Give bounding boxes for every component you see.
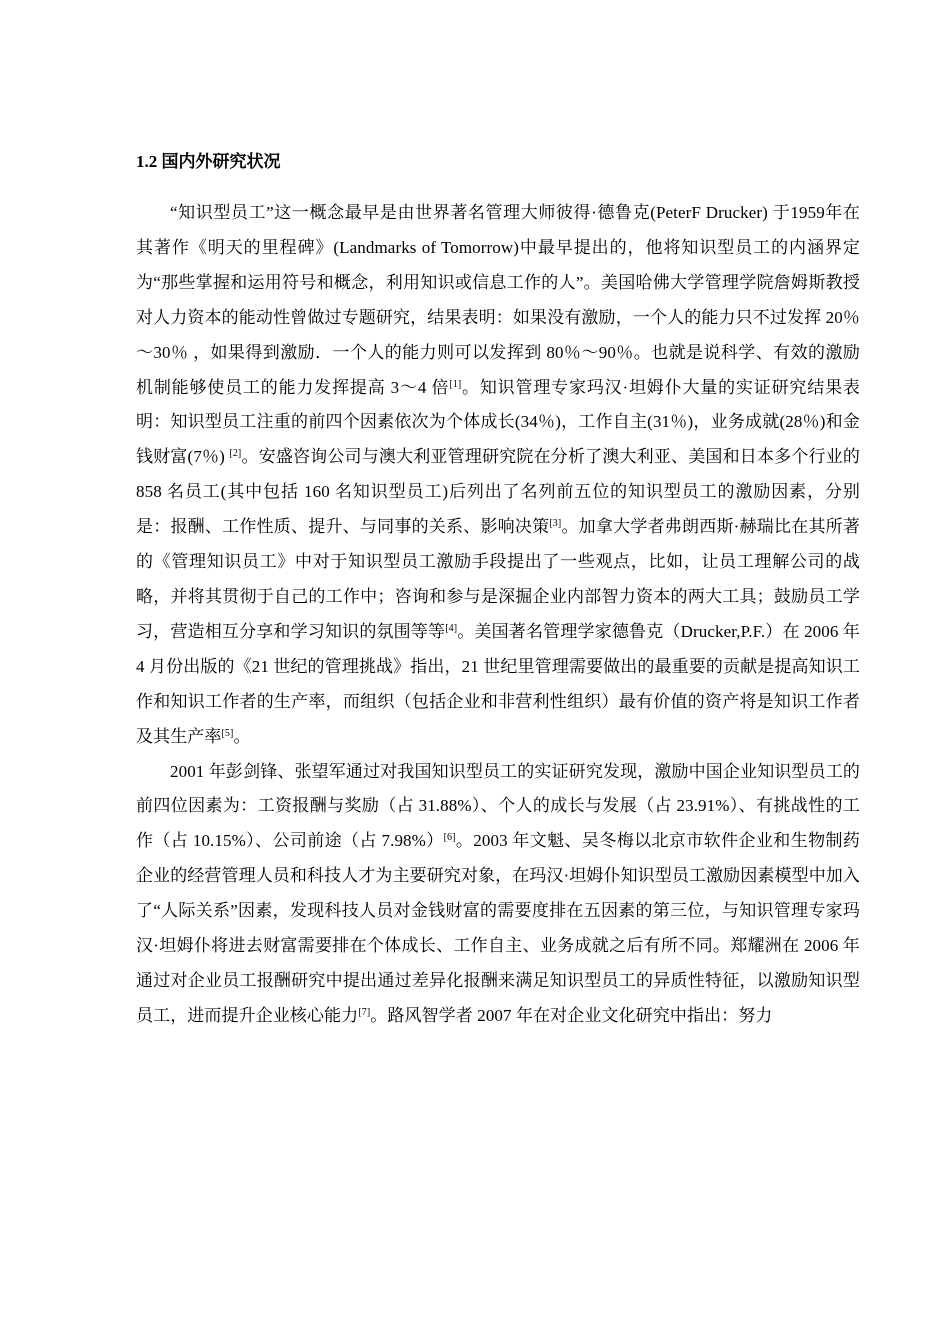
paragraph-text: 。 bbox=[233, 726, 251, 746]
citation-ref: [1] bbox=[449, 378, 462, 390]
citation-ref: [5] bbox=[221, 727, 234, 739]
paragraph-text: 。路风智学者 2007 年在对企业文化研究中指出：努力 bbox=[370, 1005, 773, 1025]
citation-ref: [2] bbox=[229, 448, 242, 460]
citation-ref: [4] bbox=[445, 622, 458, 634]
paragraph-text: 。安盛咨询公司与澳大利亚管理研究院在分析了澳大利亚、美国和日本多个行业的 858 名员工(其中包括 160 名知识型员工)后列出了名列前五位的知识型员工的激励因素，分别是：报酬、工作性质、提升、与同事的关系、影响决策 bbox=[136, 447, 860, 537]
paragraph-text: “知识型员工”这一概念最早是由世界著名管理大师彼得·德鲁克(PeterF Drucker) 于1959年在其著作《明天的里程碑》(Landmarks of Tomorrow)中最早提出的，他将知识型员工的内涵界定为“那些掌握和运用符号和概念，利用知识或信息工作的人”。美国哈佛大学管理学院詹姆斯教授对人力资本的能动性曾做过专题研究，结果表明：如果没有激励，一个人的能力只不过发挥 20％～30％ ，如果得到激励．一个人的能力则可以发挥到 80％～90％。也就是说科学、有效的激励机制能够使员工的能力发挥提高 3～4 倍 bbox=[136, 203, 860, 397]
citation-ref: [7] bbox=[358, 1006, 371, 1018]
citation-ref: [6] bbox=[443, 832, 456, 844]
paragraph-text: 。知识管理专家玛汉·坦姆仆大量的实证研究结果表明：知识型员工注重的前四个因素依次为个体成长(34％)，工作自主(31％)，业务成就(28％)和金钱财富(7％) bbox=[136, 377, 860, 467]
paragraph-text: 。美国著名管理学家德鲁克（Drucker,P.F.）在 2006 年 4 月份出版的《21 世纪的管理挑战》指出，21 世纪里管理需要做出的最重要的贡献是提高知识工作和知识工作者的生产率，而组织（包括企业和非营利性组织）最有价值的资产将是知识工作者及其生产率 bbox=[136, 621, 860, 746]
section-heading: 1.2 国内外研究状况 bbox=[136, 152, 281, 171]
body-paragraph bbox=[136, 755, 860, 1034]
paragraph-text: 。加拿大学者弗朗西斯·赫瑞比在其所著的《管理知识员工》中对于知识型员工激励手段提出了一些观点，比如，让员工理解公司的战略，并将其贯彻于自己的工作中；咨询和参与是深掘企业内部智力资本的两大工具；鼓励员工学习，营造相互分享和学习知识的氛围等等 bbox=[136, 517, 860, 641]
paragraph-text: 。2003 年文魁、吴冬梅以北京市软件企业和生物制药企业的经营管理人员和科技人才为主要研究对象，在玛汉·坦姆仆知识型员工激励因素模型中加入了“人际关系”因素，发现科技人员对金钱财富的需要度排在五因素的第三位，与知识管理专家玛汉·坦姆仆将进去财富需要排在个体成长、工作自主、业务成就之后有所不同。郑耀洲在 2006 年通过对企业员工报酬研究中提出通过差异化报酬来满足知识型员工的异质性特征，以激励知识型员工，进而提升企业核心能力 bbox=[136, 831, 860, 1025]
citation-ref: [3] bbox=[549, 518, 562, 530]
body-paragraph bbox=[136, 196, 860, 755]
document-body bbox=[136, 196, 860, 1034]
paragraph-text: 2001 年彭剑锋、张望军通过对我国知识型员工的实证研究发现，激励中国企业知识型员工的前四位因素为：工资报酬与奖励（占 31.88%）、个人的成长与发展（占 23.91%）、有挑战性的工作（占 10.15%）、公司前途（占 7.98%） bbox=[136, 761, 860, 851]
